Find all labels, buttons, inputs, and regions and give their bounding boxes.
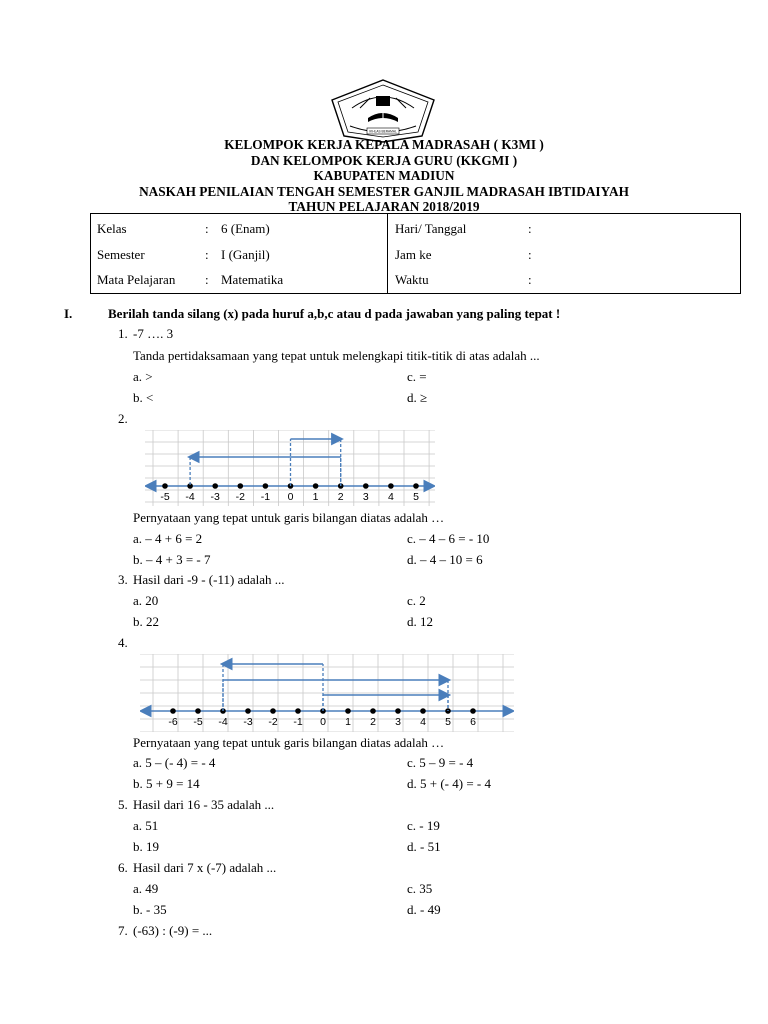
jump-arrow (190, 457, 341, 486)
identity-right-cell (388, 214, 741, 294)
identity-table (90, 213, 741, 294)
option-c: c. = (407, 369, 427, 384)
document-header (0, 137, 768, 215)
option-a: a. > (133, 369, 153, 384)
option-d: d. 12 (407, 614, 433, 629)
tick-point (263, 483, 269, 489)
tick-point (313, 483, 319, 489)
question-prompt: Pernyataan yang tepat untuk garis bilangan diatas adalah … (133, 735, 445, 750)
tick-label: 0 (287, 491, 294, 503)
option-c: c. 35 (407, 881, 433, 896)
info-label: Kelas (97, 221, 127, 236)
option-d: d. - 49 (407, 902, 441, 917)
tick-label: 2 (370, 716, 376, 728)
section-number: I. (64, 306, 73, 321)
option-a: a. – 4 + 6 = 2 (133, 531, 203, 546)
info-label: Mata Pelajaran (97, 272, 176, 287)
tick-label: -3 (210, 491, 220, 503)
tick-point (295, 708, 301, 714)
jump-arrow (223, 664, 323, 711)
tick-point (370, 708, 376, 714)
info-row-semester (91, 242, 387, 268)
tick-point (470, 708, 476, 714)
option-c: c. – 4 – 6 = - 10 (407, 531, 490, 546)
info-sep: : (528, 246, 532, 262)
section-instruction: Berilah tanda silang (x) pada huruf a,b,c atau d pada jawaban yang paling tepat ! (108, 306, 561, 321)
tick-label: 3 (395, 716, 401, 728)
info-sep: : (205, 246, 209, 262)
tick-label: -6 (168, 716, 178, 728)
number-line-q2 (145, 430, 435, 506)
question-text: Hasil dari 7 x (-7) adalah ... (133, 860, 277, 875)
tick-point (413, 483, 419, 489)
option-d: d. ≥ (407, 390, 428, 405)
ministry-emblem-icon (330, 78, 436, 144)
question-prompt: Pernyataan yang tepat untuk garis bilangan diatas adalah … (133, 510, 445, 525)
info-label: Semester (97, 246, 145, 262)
info-row-hour (388, 242, 740, 268)
question-number: 2. (118, 411, 128, 426)
tick-label: 4 (420, 716, 426, 728)
question-text: -7 …. 3 (133, 326, 174, 341)
header-line-4: NASKAH PENILAIAN TENGAH SEMESTER GANJIL MADRASAH IBTIDAIYAH (139, 183, 629, 199)
question-number: 3. (118, 572, 128, 587)
option-b: b. - 35 (133, 902, 167, 917)
tick-label: 0 (320, 716, 326, 728)
option-d: d. – 4 – 10 = 6 (407, 552, 483, 567)
option-b: b. < (133, 390, 154, 405)
option-b: b. 5 + 9 = 14 (133, 776, 200, 791)
header-line-3: KABUPATEN MADIUN (313, 168, 455, 183)
tick-label: -4 (218, 716, 228, 728)
tick-point (245, 708, 251, 714)
question-number: 5. (118, 797, 128, 812)
option-c: c. 2 (407, 593, 426, 608)
info-value: Matematika (221, 272, 284, 287)
option-b: b. – 4 + 3 = - 7 (133, 552, 211, 567)
tick-point (345, 708, 351, 714)
tick-point (162, 483, 168, 489)
tick-point (363, 483, 369, 489)
tick-label: 5 (413, 491, 419, 503)
question-text: Hasil dari -9 - (-11) adalah ... (133, 572, 285, 587)
tick-label: 6 (470, 716, 476, 728)
question-prompt: Tanda pertidaksamaan yang tepat untuk melengkapi titik-titik di atas adalah ... (133, 348, 540, 363)
info-row-class (91, 216, 387, 242)
question-number: 1. (118, 326, 128, 341)
tick-point (212, 483, 218, 489)
info-sep: : (205, 221, 209, 236)
option-d: d. - 51 (407, 839, 441, 854)
tick-point (395, 708, 401, 714)
tick-point (270, 708, 276, 714)
question-text: (-63) : (-9) = ... (133, 923, 213, 938)
question-number: 4. (118, 635, 128, 650)
option-c: c. 5 – 9 = - 4 (407, 755, 474, 770)
question-number: 7. (118, 923, 128, 938)
tick-label: -1 (260, 491, 271, 503)
tick-point (170, 708, 176, 714)
tick-label: 4 (387, 491, 394, 503)
header-line-2: DAN KELOMPOK KERJA GURU (KKGMI ) (250, 152, 518, 168)
option-a: a. 20 (133, 593, 159, 608)
info-sep: : (528, 272, 532, 287)
question-number: 6. (118, 860, 128, 875)
info-label: Waktu (395, 272, 429, 287)
jump-arrow (323, 695, 448, 711)
tick-point (388, 483, 394, 489)
number-line-q4 (140, 654, 514, 732)
tick-label: -4 (185, 491, 195, 503)
option-b: b. 22 (133, 614, 159, 629)
info-label: Hari/ Tanggal (395, 221, 467, 236)
tick-label: 3 (362, 491, 369, 503)
logo-motto: IKHLAS BERAMAL (369, 129, 397, 134)
identity-left-cell (91, 214, 388, 294)
tick-point (195, 708, 201, 714)
tick-label: -1 (293, 716, 303, 728)
tick-label: 5 (445, 716, 451, 728)
option-b: b. 19 (133, 839, 159, 854)
option-c: c. - 19 (407, 818, 440, 833)
option-a: a. 51 (133, 818, 159, 833)
info-sep: : (528, 221, 532, 236)
option-d: d. 5 + (- 4) = - 4 (407, 776, 491, 791)
option-a: a. 5 – (- 4) = - 4 (133, 755, 216, 770)
tick-point (238, 483, 244, 489)
info-row-time (388, 267, 740, 293)
tick-label: 1 (312, 491, 319, 503)
tick-label: -2 (268, 716, 278, 728)
info-sep: : (205, 272, 209, 287)
tick-label: 2 (337, 491, 344, 503)
info-value: 6 (Enam) (221, 221, 270, 236)
tick-label: 1 (345, 716, 351, 728)
question-text: Hasil dari 16 - 35 adalah ... (133, 797, 275, 812)
info-label: Jam ke (395, 246, 432, 262)
tick-point (420, 708, 426, 714)
jump-arrow (291, 439, 341, 486)
tick-label: -5 (160, 491, 170, 503)
option-a: a. 49 (133, 881, 159, 896)
info-row-subject (91, 267, 387, 293)
header-line-5: TAHUN PELAJARAN 2018/2019 (288, 199, 480, 214)
header-line-1: KELOMPOK KERJA KEPALA MADRASAH ( K3MI ) (224, 137, 544, 152)
info-value: I (Ganjil) (221, 246, 270, 262)
tick-label: -3 (243, 716, 253, 728)
tick-label: -5 (193, 716, 203, 728)
info-row-date (388, 216, 740, 242)
tick-label: -2 (235, 491, 245, 503)
